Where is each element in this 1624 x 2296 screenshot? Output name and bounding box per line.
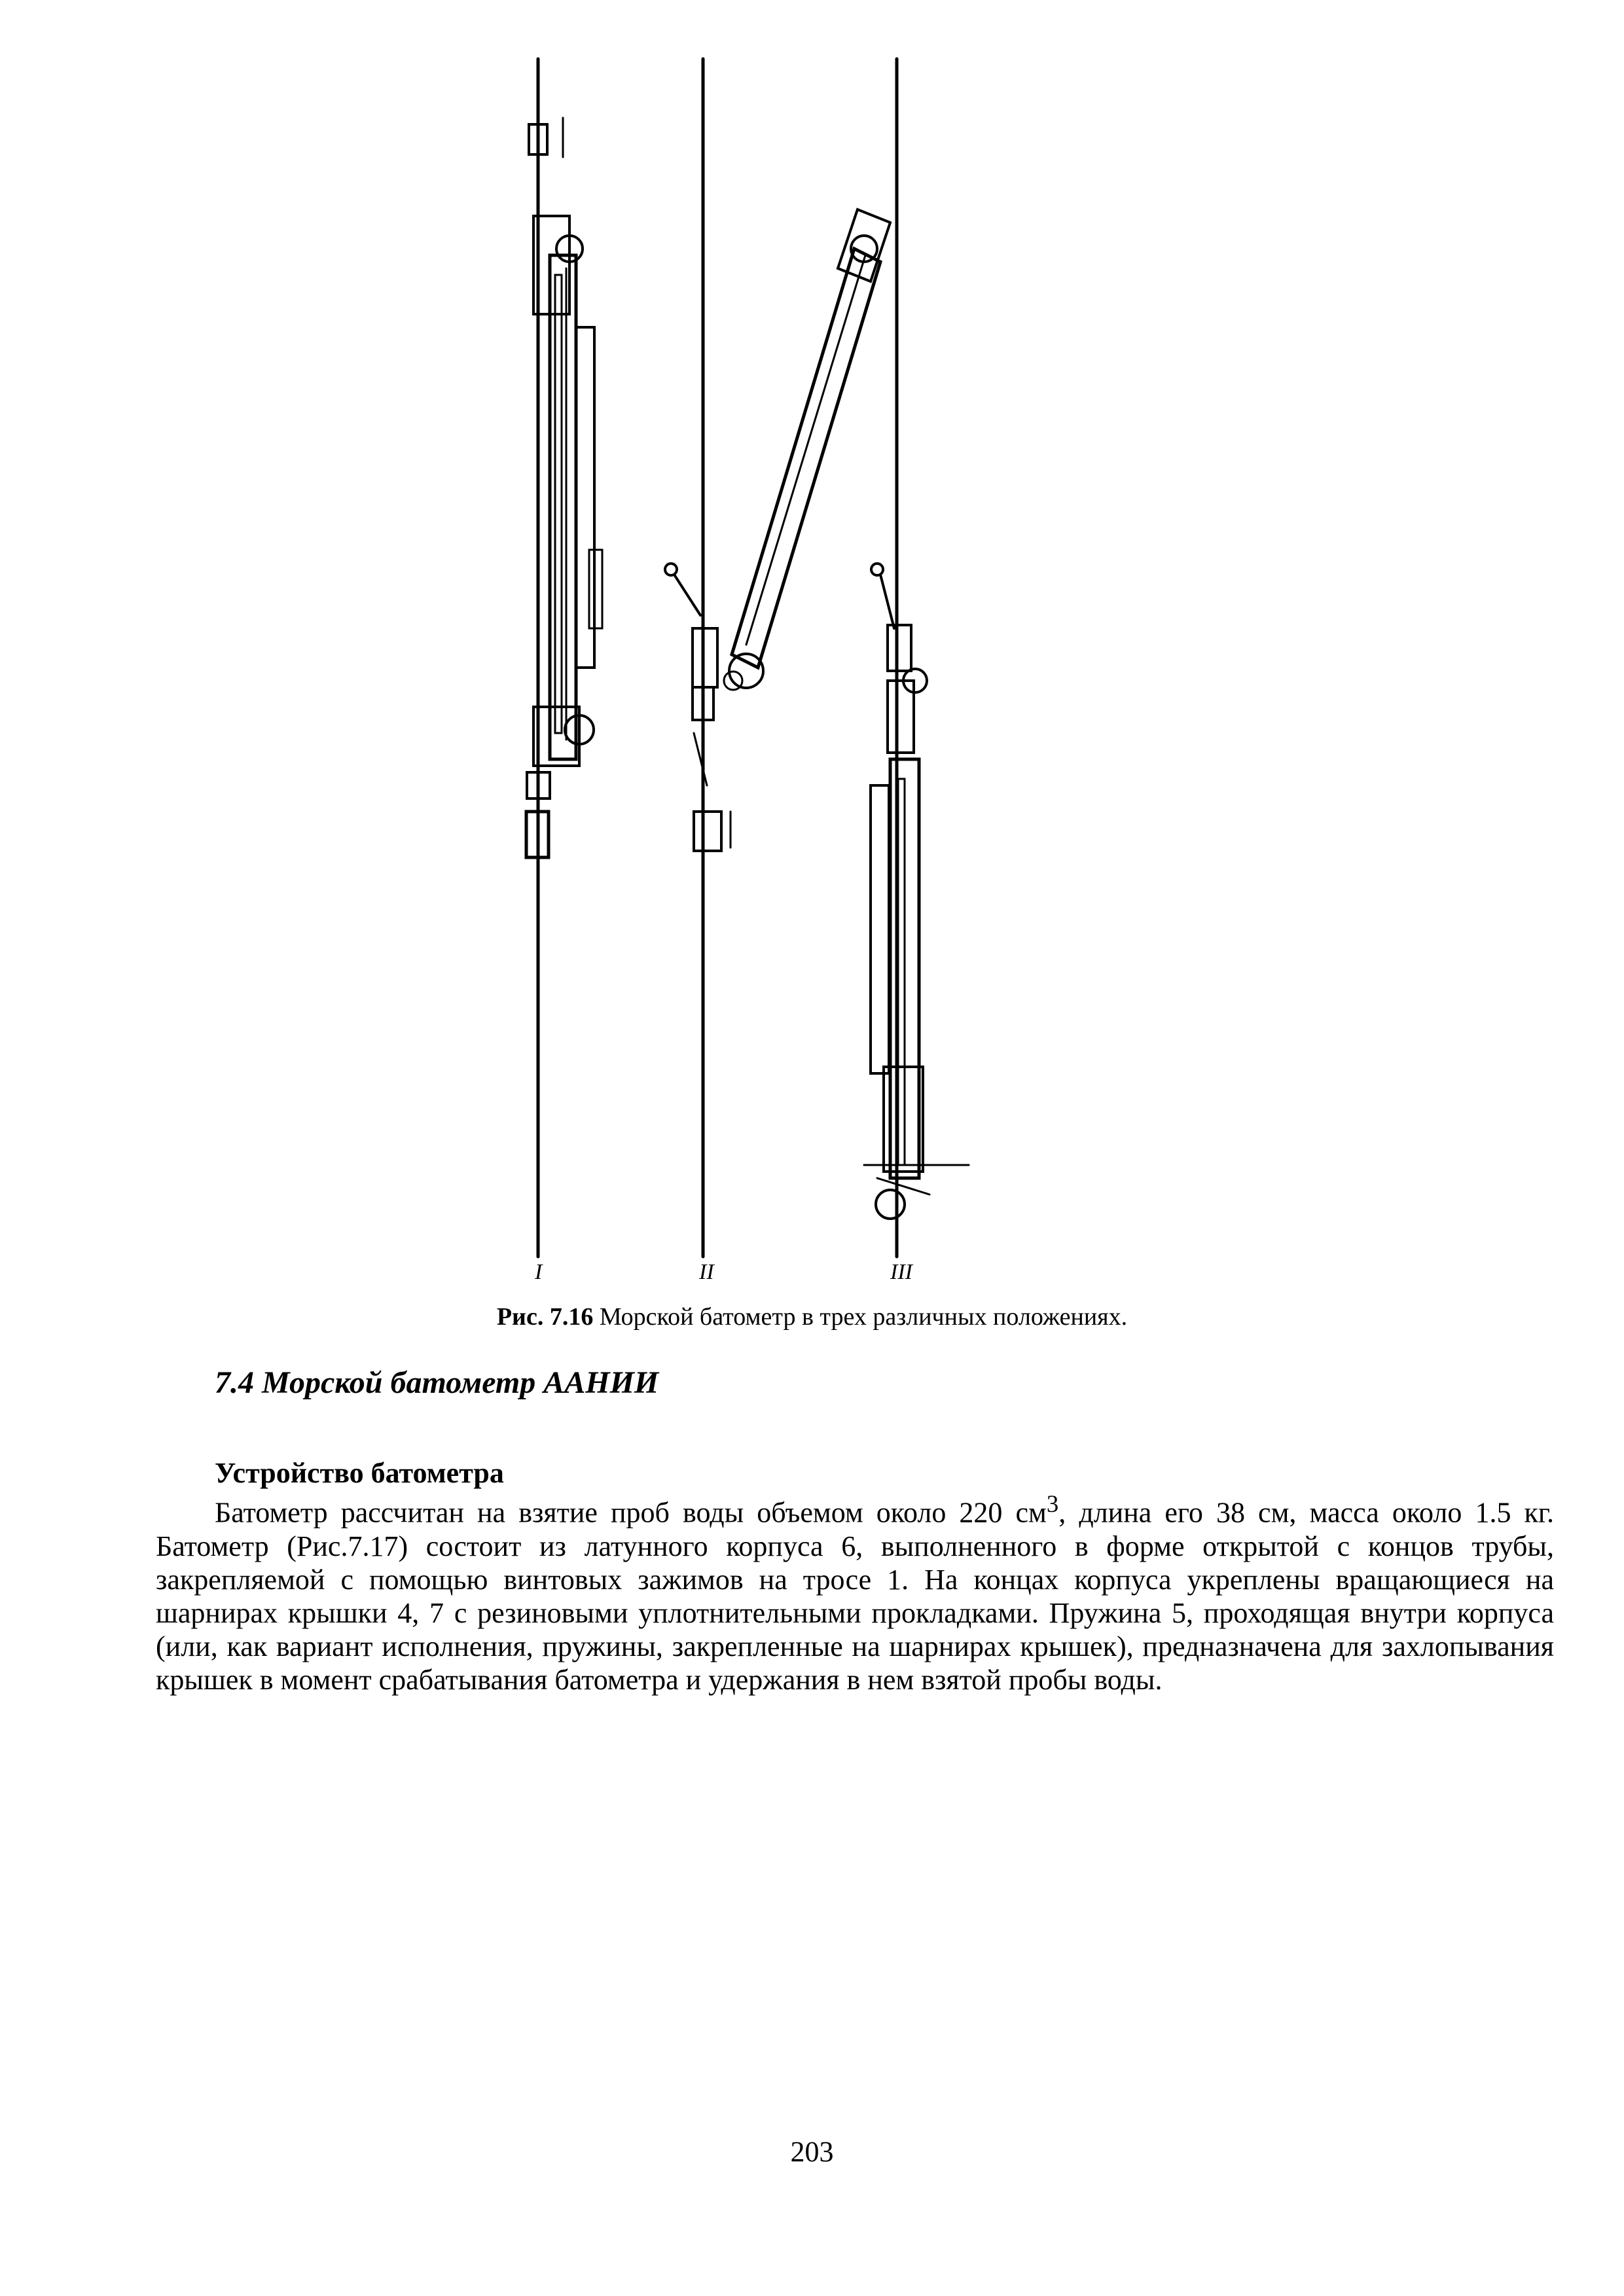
page-number: 203 bbox=[790, 2136, 834, 2168]
figure-caption bbox=[0, 1302, 1624, 1331]
bathometer-figure bbox=[497, 52, 1060, 1296]
position-label-3: III bbox=[890, 1260, 912, 1284]
paragraph bbox=[156, 1487, 1554, 1696]
figure-caption-label: Рис. 7.16 bbox=[496, 1303, 594, 1331]
superscript: 3 bbox=[1046, 1490, 1059, 1517]
paragraph-text-part1: Батометр рассчитан на взятие проб воды объемом около 220 см bbox=[215, 1496, 1047, 1529]
paragraph-text-part2: , длина его 38 см, масса около 1.5 кг. Батометр (Рис.7.17) состоит из латунного корпуса 6, выполненного в форме открытой с концов трубы, закрепляемой с помощью винтовых зажимов на тросе 1. На концах корпуса укреплены вращающиеся на шарнирах крышки 4, 7 с резиновыми уплотнительными прокладками. Пружина 5, проходящая внутри корпуса (или, как вариант исполнения, пружины, закрепленные на шарнирах крышек), предназначена для захлопывания крышек в момент срабатывания батометра и удержания в нем взятой пробы воды. bbox=[156, 1496, 1554, 1696]
subheading: Устройство батометра bbox=[215, 1457, 504, 1489]
body-text bbox=[156, 1487, 1554, 1696]
figure-caption-text: Морской батометр в трех различных положениях. bbox=[593, 1303, 1128, 1331]
bathometer-position-2 bbox=[665, 59, 890, 1257]
position-label-2: II bbox=[699, 1260, 714, 1284]
section-heading: 7.4 Морской батометр ААНИИ bbox=[215, 1365, 659, 1400]
bathometer-position-3 bbox=[864, 59, 969, 1257]
bathometer-position-1 bbox=[526, 59, 602, 1257]
position-label-1: I bbox=[535, 1260, 543, 1284]
